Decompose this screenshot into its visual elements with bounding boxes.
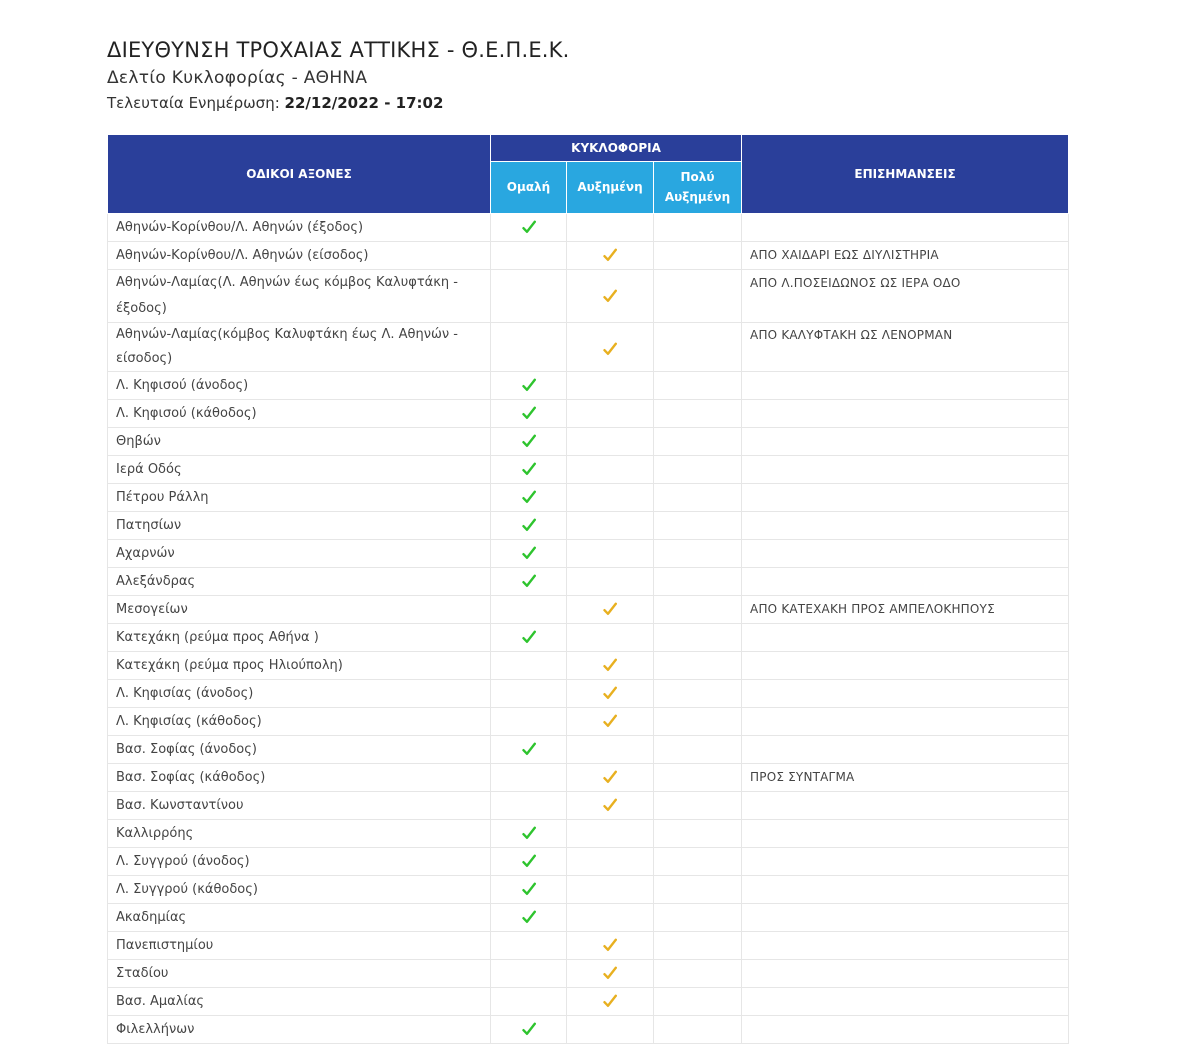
status-increased-cell — [567, 960, 654, 988]
road-note — [742, 214, 1069, 242]
table-row — [108, 372, 1069, 400]
table-row — [108, 624, 1069, 652]
status-normal-cell — [491, 242, 567, 270]
road-note — [742, 932, 1069, 960]
table-row — [108, 708, 1069, 736]
road-note — [742, 904, 1069, 932]
traffic-table-header — [108, 135, 1069, 214]
check-icon — [522, 1022, 536, 1036]
check-icon — [522, 378, 536, 392]
status-normal-cell — [491, 540, 567, 568]
page — [107, 36, 1068, 1037]
status-normal-cell — [491, 932, 567, 960]
road-name: Ακαδημίας — [108, 904, 491, 932]
status-normal-cell — [491, 428, 567, 456]
road-name: Βασ. Κωνσταντίνου — [108, 792, 491, 820]
status-increased-cell — [567, 1016, 654, 1044]
table-row — [108, 876, 1069, 904]
road-note — [742, 428, 1069, 456]
status-very-increased-cell — [654, 624, 742, 652]
check-icon — [603, 602, 617, 616]
col-increased: Αυξημένη — [567, 161, 654, 213]
road-note: ΑΠΟ ΚΑΛΥΦΤΑΚΗ ΩΣ ΛΕΝΟΡΜΑΝ — [742, 323, 1069, 372]
status-increased-cell — [567, 484, 654, 512]
status-increased-cell — [567, 372, 654, 400]
table-row — [108, 456, 1069, 484]
table-row — [108, 242, 1069, 270]
status-very-increased-cell — [654, 372, 742, 400]
road-note — [742, 484, 1069, 512]
status-increased-cell — [567, 652, 654, 680]
status-normal-cell — [491, 624, 567, 652]
table-row — [108, 568, 1069, 596]
check-icon — [603, 289, 617, 303]
table-row — [108, 484, 1069, 512]
status-increased-cell — [567, 820, 654, 848]
check-icon — [522, 546, 536, 560]
check-icon — [603, 714, 617, 728]
status-very-increased-cell — [654, 242, 742, 270]
check-icon — [522, 220, 536, 234]
status-normal-cell — [491, 736, 567, 764]
road-name: Φιλελλήνων — [108, 1016, 491, 1044]
table-row — [108, 736, 1069, 764]
status-normal-cell — [491, 512, 567, 540]
status-increased-cell — [567, 456, 654, 484]
status-very-increased-cell — [654, 736, 742, 764]
status-increased-cell — [567, 764, 654, 792]
check-icon — [603, 686, 617, 700]
road-name: Θηβών — [108, 428, 491, 456]
check-icon — [603, 966, 617, 980]
road-name: Λ. Κηφισίας (άνοδος) — [108, 680, 491, 708]
road-name: Λ. Συγγρού (άνοδος) — [108, 848, 491, 876]
table-row — [108, 428, 1069, 456]
status-very-increased-cell — [654, 848, 742, 876]
status-normal-cell — [491, 372, 567, 400]
road-name: Αλεξάνδρας — [108, 568, 491, 596]
status-normal-cell — [491, 904, 567, 932]
status-increased-cell — [567, 708, 654, 736]
table-row — [108, 540, 1069, 568]
table-row — [108, 904, 1069, 932]
road-name: Πανεπιστημίου — [108, 932, 491, 960]
col-very-increased — [654, 161, 742, 213]
check-icon — [603, 938, 617, 952]
road-name: Κατεχάκη (ρεύμα προς Ηλιούπολη) — [108, 652, 491, 680]
road-note: ΑΠΟ ΧΑΙΔΑΡΙ ΕΩΣ ΔΙΥΛΙΣΤΗΡΙΑ — [742, 242, 1069, 270]
status-normal-cell — [491, 270, 567, 323]
road-name: Πατησίων — [108, 512, 491, 540]
status-normal-cell — [491, 1016, 567, 1044]
check-icon — [522, 742, 536, 756]
table-row — [108, 792, 1069, 820]
col-very-line2: Αυξημένη — [664, 190, 731, 205]
table-row — [108, 988, 1069, 1016]
check-icon — [522, 490, 536, 504]
table-row — [108, 1016, 1069, 1044]
status-increased-cell — [567, 848, 654, 876]
status-very-increased-cell — [654, 323, 742, 372]
status-normal-cell — [491, 400, 567, 428]
status-very-increased-cell — [654, 270, 742, 323]
status-very-increased-cell — [654, 596, 742, 624]
status-increased-cell — [567, 904, 654, 932]
status-normal-cell — [491, 214, 567, 242]
table-row — [108, 764, 1069, 792]
status-very-increased-cell — [654, 512, 742, 540]
page-title: ΔΙΕΥΘΥΝΣΗ ΤΡΟΧΑΙΑΣ ΑΤΤΙΚΗΣ - Θ.Ε.Π.Ε.Κ. — [107, 38, 570, 62]
check-icon — [522, 518, 536, 532]
col-notes: ΕΠΙΣΗΜΑΝΣΕΙΣ — [742, 135, 1069, 214]
check-icon — [603, 798, 617, 812]
col-normal: Ομαλή — [491, 161, 567, 213]
table-row — [108, 932, 1069, 960]
table-row — [108, 214, 1069, 242]
status-very-increased-cell — [654, 708, 742, 736]
road-note — [742, 876, 1069, 904]
check-icon — [603, 994, 617, 1008]
road-name: Αθηνών-Λαμίας(Λ. Αθηνών έως κόμβος Καλυφτάκη - έξοδος) — [108, 270, 491, 323]
status-increased-cell — [567, 242, 654, 270]
status-increased-cell — [567, 792, 654, 820]
road-note — [742, 652, 1069, 680]
road-name: Λ. Κηφισίας (κάθοδος) — [108, 708, 491, 736]
status-increased-cell — [567, 428, 654, 456]
status-very-increased-cell — [654, 764, 742, 792]
check-icon — [522, 826, 536, 840]
road-note — [742, 512, 1069, 540]
road-note — [742, 540, 1069, 568]
table-row — [108, 323, 1069, 372]
status-normal-cell — [491, 456, 567, 484]
road-name: Καλλιρρόης — [108, 820, 491, 848]
road-name: Αθηνών-Κορίνθου/Λ. Αθηνών (έξοδος) — [108, 214, 491, 242]
table-row — [108, 960, 1069, 988]
road-name: Αθηνών-Κορίνθου/Λ. Αθηνών (είσοδος) — [108, 242, 491, 270]
col-very-line1: Πολύ — [680, 170, 715, 185]
col-road-axes: ΟΔΙΚΟΙ ΑΞΟΝΕΣ — [108, 135, 491, 214]
status-very-increased-cell — [654, 428, 742, 456]
status-very-increased-cell — [654, 456, 742, 484]
status-very-increased-cell — [654, 568, 742, 596]
status-very-increased-cell — [654, 988, 742, 1016]
status-normal-cell — [491, 848, 567, 876]
status-increased-cell — [567, 680, 654, 708]
road-name: Σταδίου — [108, 960, 491, 988]
check-icon — [603, 658, 617, 672]
road-note: ΠΡΟΣ ΣΥΝΤΑΓΜΑ — [742, 764, 1069, 792]
check-icon — [522, 854, 536, 868]
status-normal-cell — [491, 568, 567, 596]
road-note — [742, 624, 1069, 652]
status-increased-cell — [567, 214, 654, 242]
status-increased-cell — [567, 624, 654, 652]
road-name: Βασ. Σοφίας (κάθοδος) — [108, 764, 491, 792]
status-very-increased-cell — [654, 484, 742, 512]
check-icon — [522, 434, 536, 448]
status-increased-cell — [567, 512, 654, 540]
status-increased-cell — [567, 540, 654, 568]
status-increased-cell — [567, 596, 654, 624]
road-note — [742, 736, 1069, 764]
road-name: Βασ. Σοφίας (άνοδος) — [108, 736, 491, 764]
road-name: Βασ. Αμαλίας — [108, 988, 491, 1016]
road-name: Αθηνών-Λαμίας(κόμβος Καλυφτάκη έως Λ. Αθηνών - είσοδος) — [108, 323, 491, 372]
status-normal-cell — [491, 652, 567, 680]
road-note — [742, 792, 1069, 820]
check-icon — [522, 910, 536, 924]
check-icon — [522, 462, 536, 476]
status-normal-cell — [491, 764, 567, 792]
road-note — [742, 680, 1069, 708]
status-very-increased-cell — [654, 960, 742, 988]
status-increased-cell — [567, 932, 654, 960]
status-normal-cell — [491, 988, 567, 1016]
status-increased-cell — [567, 270, 654, 323]
status-increased-cell — [567, 323, 654, 372]
road-note — [742, 400, 1069, 428]
status-normal-cell — [491, 792, 567, 820]
check-icon — [522, 406, 536, 420]
status-very-increased-cell — [654, 1016, 742, 1044]
table-row — [108, 512, 1069, 540]
status-increased-cell — [567, 988, 654, 1016]
road-name: Πέτρου Ράλλη — [108, 484, 491, 512]
road-note — [742, 988, 1069, 1016]
road-note — [742, 568, 1069, 596]
road-name: Ιερά Οδός — [108, 456, 491, 484]
status-increased-cell — [567, 876, 654, 904]
road-note: ΑΠΟ Λ.ΠΟΣΕΙΔΩΝΟΣ ΩΣ ΙΕΡΑ ΟΔΟ — [742, 270, 1069, 323]
road-note — [742, 1016, 1069, 1044]
road-note — [742, 820, 1069, 848]
status-normal-cell — [491, 960, 567, 988]
status-very-increased-cell — [654, 652, 742, 680]
status-very-increased-cell — [654, 540, 742, 568]
road-name: Λ. Κηφισού (κάθοδος) — [108, 400, 491, 428]
status-very-increased-cell — [654, 904, 742, 932]
road-name: Αχαρνών — [108, 540, 491, 568]
page-subtitle: Δελτίο Κυκλοφορίας - ΑΘΗΝΑ — [107, 68, 368, 88]
status-very-increased-cell — [654, 400, 742, 428]
road-note: ΑΠΟ ΚΑΤΕΧΑΚΗ ΠΡΟΣ ΑΜΠΕΛΟΚΗΠΟΥΣ — [742, 596, 1069, 624]
road-note — [742, 848, 1069, 876]
last-update-label: Τελευταία Ενημέρωση: — [107, 94, 285, 112]
road-note — [742, 372, 1069, 400]
status-normal-cell — [491, 323, 567, 372]
table-row — [108, 652, 1069, 680]
status-normal-cell — [491, 820, 567, 848]
last-update-value: 22/12/2022 - 17:02 — [284, 94, 444, 112]
road-note — [742, 960, 1069, 988]
status-increased-cell — [567, 568, 654, 596]
road-note — [742, 708, 1069, 736]
status-normal-cell — [491, 484, 567, 512]
table-row — [108, 680, 1069, 708]
traffic-table-body — [108, 214, 1069, 1044]
check-icon — [522, 574, 536, 588]
last-update — [107, 92, 1068, 114]
status-very-increased-cell — [654, 932, 742, 960]
status-very-increased-cell — [654, 680, 742, 708]
road-name: Λ. Κηφισού (άνοδος) — [108, 372, 491, 400]
road-name: Μεσογείων — [108, 596, 491, 624]
status-normal-cell — [491, 680, 567, 708]
check-icon — [603, 248, 617, 262]
status-very-increased-cell — [654, 820, 742, 848]
status-normal-cell — [491, 708, 567, 736]
road-name: Λ. Συγγρού (κάθοδος) — [108, 876, 491, 904]
check-icon — [522, 630, 536, 644]
status-very-increased-cell — [654, 214, 742, 242]
table-row — [108, 596, 1069, 624]
table-row — [108, 400, 1069, 428]
road-name: Κατεχάκη (ρεύμα προς Αθήνα ) — [108, 624, 491, 652]
check-icon — [603, 770, 617, 784]
check-icon — [603, 342, 617, 356]
check-icon — [522, 882, 536, 896]
col-traffic-group: ΚΥΚΛΟΦΟΡΙΑ — [491, 135, 742, 162]
table-row — [108, 270, 1069, 323]
status-very-increased-cell — [654, 792, 742, 820]
road-note — [742, 456, 1069, 484]
status-normal-cell — [491, 876, 567, 904]
traffic-table — [107, 134, 1069, 1044]
status-normal-cell — [491, 596, 567, 624]
status-very-increased-cell — [654, 876, 742, 904]
table-row — [108, 848, 1069, 876]
status-increased-cell — [567, 736, 654, 764]
status-increased-cell — [567, 400, 654, 428]
table-row — [108, 820, 1069, 848]
